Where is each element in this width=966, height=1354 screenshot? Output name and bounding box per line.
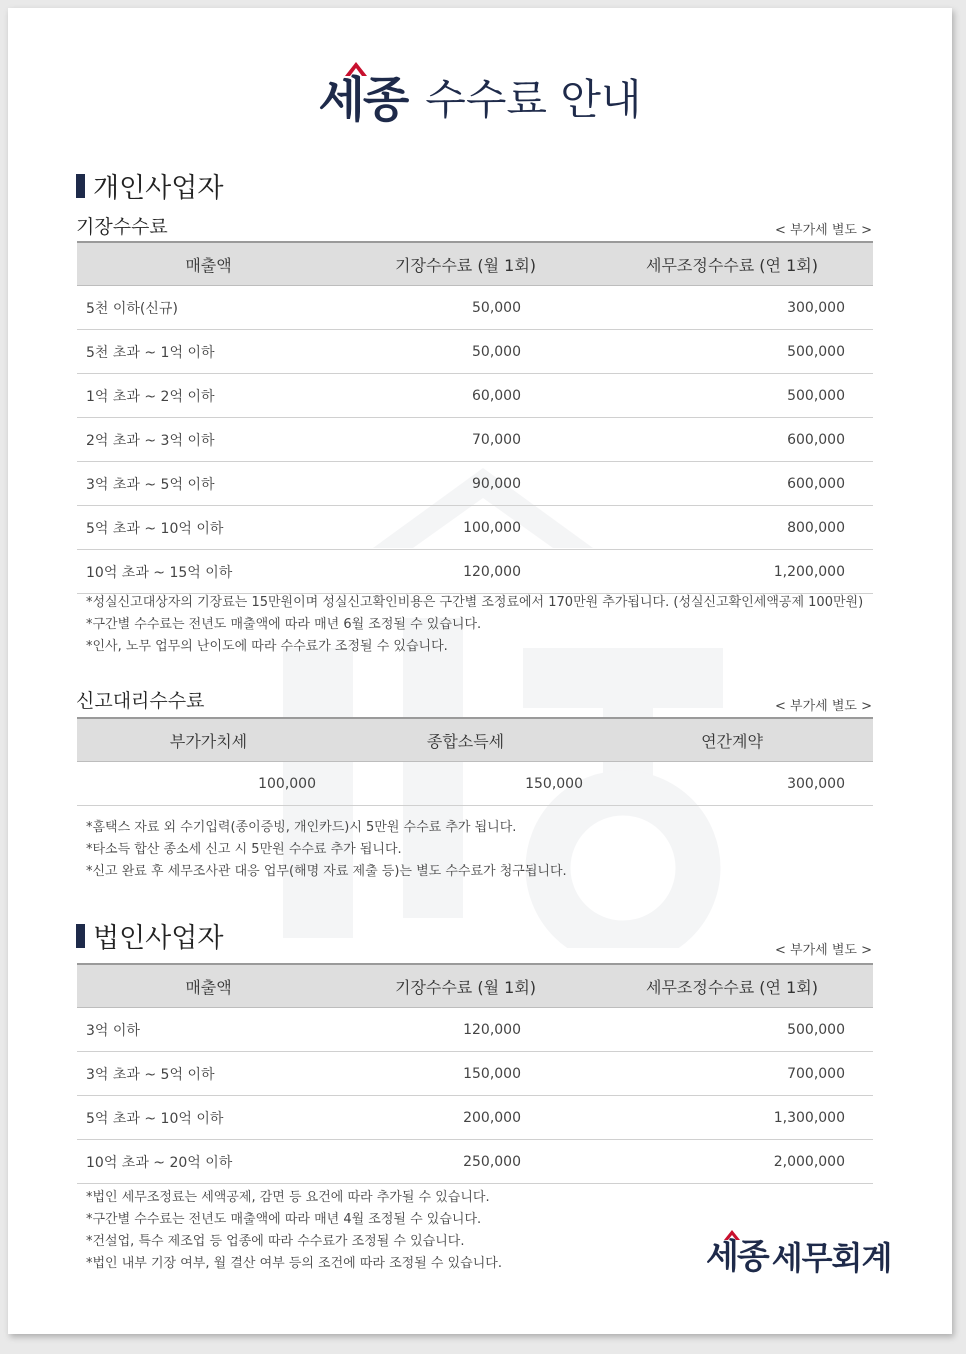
annual-fee: 800,000	[591, 506, 873, 550]
bookkeeping-table	[77, 241, 873, 594]
table-header-row	[77, 718, 873, 762]
annual-fee: 500,000	[591, 374, 873, 418]
monthly-fee: 90,000	[340, 462, 591, 506]
annual-fee: 300,000	[591, 286, 873, 330]
footer-brand	[706, 1237, 768, 1277]
revenue-range: 10억 초과 ~ 15억 이하	[77, 550, 340, 594]
table-row	[77, 1140, 873, 1184]
revenue-range: 5천 초과 ~ 1억 이하	[77, 330, 340, 374]
monthly-fee: 50,000	[340, 286, 591, 330]
title-text: 수수료 안내	[425, 75, 642, 124]
monthly-fee: 200,000	[340, 1096, 591, 1140]
roof-icon	[724, 1230, 740, 1240]
annual-contract-fee: 300,000	[591, 762, 873, 806]
section-corporate-title: 법인사업자	[93, 923, 224, 954]
monthly-fee: 60,000	[340, 374, 591, 418]
monthly-fee: 250,000	[340, 1140, 591, 1184]
annual-fee: 2,000,000	[591, 1140, 873, 1184]
page-title	[8, 50, 952, 150]
monthly-fee: 100,000	[340, 506, 591, 550]
fee-guide-page	[8, 8, 952, 1334]
table-row	[77, 418, 873, 462]
section-bar-icon	[76, 174, 85, 198]
revenue-range: 5천 이하(신규)	[77, 286, 340, 330]
footer-brand-text: 세종	[706, 1237, 768, 1277]
table-header-row	[77, 242, 873, 286]
column-header: 기장수수료 (월 1회)	[340, 964, 591, 1008]
revenue-range: 10억 초과 ~ 20억 이하	[77, 1140, 340, 1184]
monthly-fee: 70,000	[340, 418, 591, 462]
column-header: 종합소득세	[340, 718, 591, 762]
filing-subheading: 신고대리수수료	[76, 690, 205, 712]
revenue-range: 3억 이하	[77, 1008, 340, 1052]
column-header: 매출액	[77, 964, 340, 1008]
column-header: 연간계약	[591, 718, 873, 762]
table-row	[77, 1008, 873, 1052]
corporate-table	[77, 963, 873, 1184]
note-line: *인사, 노무 업무의 난이도에 따라 수수료가 조정될 수 있습니다.	[86, 639, 448, 654]
column-header: 기장수수료 (월 1회)	[340, 242, 591, 286]
monthly-fee: 150,000	[340, 1052, 591, 1096]
filing-notes	[86, 817, 567, 883]
table-header-row	[77, 964, 873, 1008]
column-header: 매출액	[77, 242, 340, 286]
revenue-range: 3억 초과 ~ 5억 이하	[77, 1052, 340, 1096]
annual-fee: 500,000	[591, 1008, 873, 1052]
monthly-fee: 50,000	[340, 330, 591, 374]
filing-table	[77, 717, 873, 806]
section-personal-title: 개인사업자	[93, 173, 224, 204]
bookkeeping-vat-note: < 부가세 별도 >	[775, 223, 872, 238]
revenue-range: 5억 초과 ~ 10억 이하	[77, 506, 340, 550]
column-header: 부가가치세	[77, 718, 340, 762]
section-corporate-heading	[76, 916, 223, 955]
bookkeeping-subheading: 기장수수료	[76, 216, 168, 238]
footer-logo	[706, 1237, 892, 1277]
table-row	[77, 506, 873, 550]
table-row	[77, 762, 873, 806]
corporate-vat-note: < 부가세 별도 >	[775, 943, 872, 958]
title-brand-text: 세종	[318, 72, 408, 128]
table-row	[77, 1052, 873, 1096]
footer-company-name: 세무회계	[771, 1239, 892, 1277]
vat-filing-fee: 100,000	[77, 762, 340, 806]
table-row	[77, 286, 873, 330]
income-tax-filing-fee: 150,000	[340, 762, 591, 806]
note-line: *구간별 수수료는 전년도 매출액에 따라 매년 4월 조정될 수 있습니다.	[86, 1212, 482, 1227]
note-line: *건설업, 특수 제조업 등 업종에 따라 수수료가 조정될 수 있습니다.	[86, 1234, 465, 1249]
annual-fee: 600,000	[591, 462, 873, 506]
note-line: *성실신고대상자의 기장료는 15만원이며 성실신고확인비용은 구간별 조정료에서 170만원 추가됩니다. (성실신고확인세액공제 100만원)	[86, 595, 864, 610]
annual-fee: 1,200,000	[591, 550, 873, 594]
revenue-range: 2억 초과 ~ 3억 이하	[77, 418, 340, 462]
table-row	[77, 330, 873, 374]
revenue-range: 1억 초과 ~ 2억 이하	[77, 374, 340, 418]
column-header: 세무조정수수료 (연 1회)	[591, 964, 873, 1008]
table-row	[77, 462, 873, 506]
title-brand-logo	[318, 72, 408, 128]
roof-icon	[345, 62, 367, 76]
monthly-fee: 120,000	[340, 1008, 591, 1052]
annual-fee: 1,300,000	[591, 1096, 873, 1140]
section-personal-heading	[76, 166, 223, 205]
note-line: *법인 세무조정료는 세액공제, 감면 등 요건에 따라 추가될 수 있습니다.	[86, 1190, 490, 1205]
column-header: 세무조정수수료 (연 1회)	[591, 242, 873, 286]
note-line: *홈택스 자료 외 수기입력(종이증빙, 개인카드)시 5만원 수수료 추가 됩니다.	[86, 820, 517, 835]
revenue-range: 5억 초과 ~ 10억 이하	[77, 1096, 340, 1140]
note-line: *타소득 합산 종소세 신고 시 5만원 수수료 추가 됩니다.	[86, 842, 402, 857]
section-bar-icon	[76, 924, 85, 948]
table-row	[77, 550, 873, 594]
filing-vat-note: < 부가세 별도 >	[775, 699, 872, 714]
corporate-notes	[86, 1187, 502, 1275]
bookkeeping-notes	[86, 592, 863, 658]
annual-fee: 600,000	[591, 418, 873, 462]
revenue-range: 3억 초과 ~ 5억 이하	[77, 462, 340, 506]
monthly-fee: 120,000	[340, 550, 591, 594]
annual-fee: 500,000	[591, 330, 873, 374]
note-line: *신고 완료 후 세무조사관 대응 업무(해명 자료 제출 등)는 별도 수수료가 청구됩니다.	[86, 864, 567, 879]
table-row	[77, 1096, 873, 1140]
table-row	[77, 374, 873, 418]
note-line: *법인 내부 기장 여부, 월 결산 여부 등의 조건에 따라 조정될 수 있습니다.	[86, 1256, 502, 1271]
annual-fee: 700,000	[591, 1052, 873, 1096]
note-line: *구간별 수수료는 전년도 매출액에 따라 매년 6월 조정될 수 있습니다.	[86, 617, 482, 632]
